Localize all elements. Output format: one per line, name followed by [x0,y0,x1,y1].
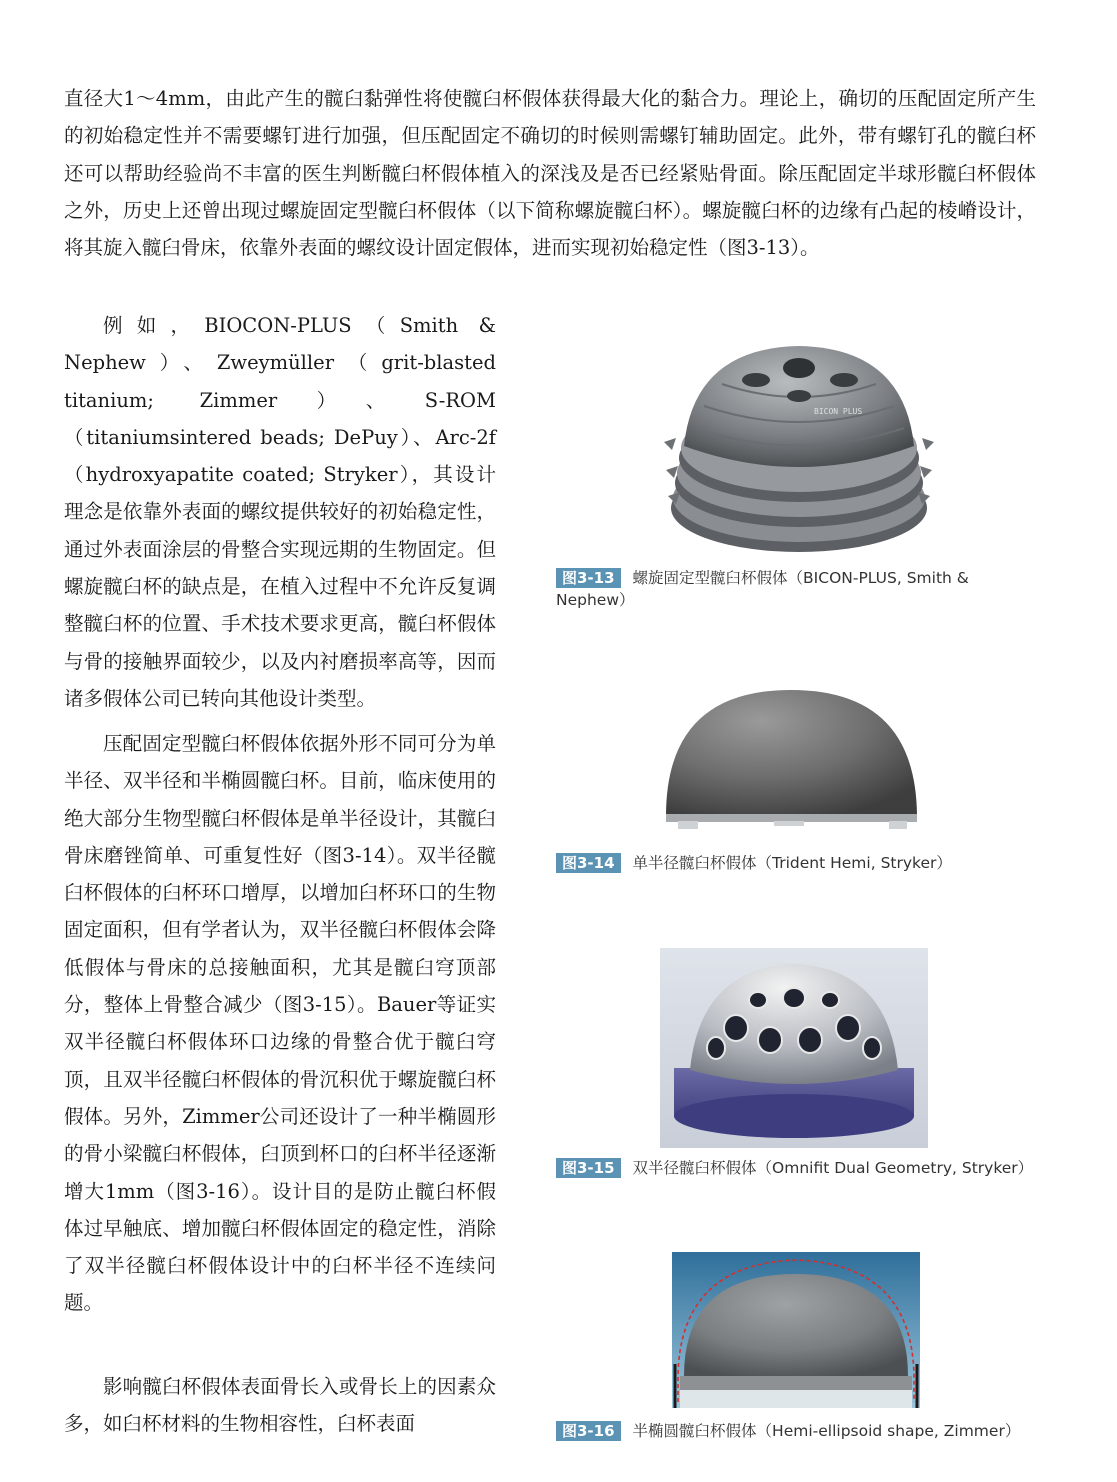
paragraph-pressfit-types: 压配固定型髋臼杯假体依据外形不同可分为单半径、双半径和半椭圆髋臼杯。目前，临床使用的绝大部分生物型髋臼杯假体是单半径设计，其髋臼骨床磨锉简单、可重复性好（图3-14）。双半径髋臼杯假体的臼杯环口增厚，以增加臼杯环口的生物固定面积，但有学者认为，双半径髋臼杯假体会降低假体与骨床的总接触面积，尤其是髋臼穹顶部分，整体上骨整合减少（图3-15）。Bauer等证实双半径髋臼杯假体环口边缘的骨整合优于髋臼穹顶，且双半径髋臼杯假体的骨沉积优于螺旋髋臼杯假体。另外，Zimmer公司还设计了一种半椭圆形的骨小梁髋臼杯假体，臼顶到杯口的臼杯半径逐渐增大1mm（图3-16）。设计目的是防止髋臼杯假体过早触底、增加髋臼杯假体固定的稳定性，消除了双半径髋臼杯假体设计中的臼杯半径不连续问题。 [64,732,496,1315]
figure-hemi-ellipsoid-cup-image [672,1252,920,1408]
figure-caption-text: 双半径髋臼杯假体（Omnifit Dual Geometry, Stryker） [632,1159,1034,1177]
figure-label: 图3-14 [556,853,621,873]
figure-caption-3-13 [556,567,1036,611]
figure-caption-text: 螺旋固定型髋臼杯假体（BICON-PLUS, Smith & Nephew） [556,569,969,609]
figure-caption-text: 半椭圆髋臼杯假体（Hemi-ellipsoid shape, Zimmer） [632,1422,1021,1440]
figure-caption-3-16 [556,1420,1036,1442]
figure-label: 图3-16 [556,1421,621,1441]
figure-caption-text: 单半径髋臼杯假体（Trident Hemi, Stryker） [632,854,952,872]
figure-caption-3-15 [556,1157,1036,1179]
paragraph-screw-cups: 例如，BIOCON-PLUS（Smith & Nephew）、Zweymüller（grit-blasted titanium; Zimmer）、S-ROM（titaniumsintered beads; DePuy）、Arc-2f（hydroxyapatite coated; Stryker），其设计理念是依靠外表面的螺纹提供较好的初始稳定性，通过外表面涂层的骨整合实现远期的生物固定。但螺旋髋臼杯的缺点是，在植入过程中不允许反复调整髋臼杯的位置、手术技术要求更高，髋臼杯假体与骨的接触界面较少，以及内衬磨损率高等，因而诸多假体公司已转向其他设计类型。 [64,314,496,710]
figure-label: 图3-13 [556,568,621,588]
paragraph-bone-ingrowth: 影响髋臼杯假体表面骨长入或骨长上的因素众多，如臼杯材料的生物相容性，臼杯表面 [64,1375,496,1436]
paragraph-intro: 直径大1～4mm，由此产生的髋臼黏弹性将使髋臼杯假体获得最大化的黏合力。理论上，确切的压配固定所产生的初始稳定性并不需要螺钉进行加强，但压配固定不确切的时候则需螺钉辅助固定。此外，带有螺钉孔的髋臼杯还可以帮助经验尚不丰富的医生判断髋臼杯假体植入的深浅及是否已经紧贴骨面。除压配固定半球形髋臼杯假体之外，历史上还曾出现过螺旋固定型髋臼杯假体（以下简称螺旋髋臼杯）。螺旋髋臼杯的边缘有凸起的棱嵴设计，将其旋入髋臼骨床，依靠外表面的螺纹设计固定假体，进而实现初始稳定性（图3-13）。 [64,87,1036,260]
figure-caption-3-14 [556,852,1036,874]
figure-threaded-cup-image [664,338,934,560]
figure-label: 图3-15 [556,1158,621,1178]
figure-hemispherical-cup-image [664,688,919,836]
figure-dual-geometry-cup-image [660,948,928,1148]
cup-imprint-text: BICON PLUS [814,407,863,416]
